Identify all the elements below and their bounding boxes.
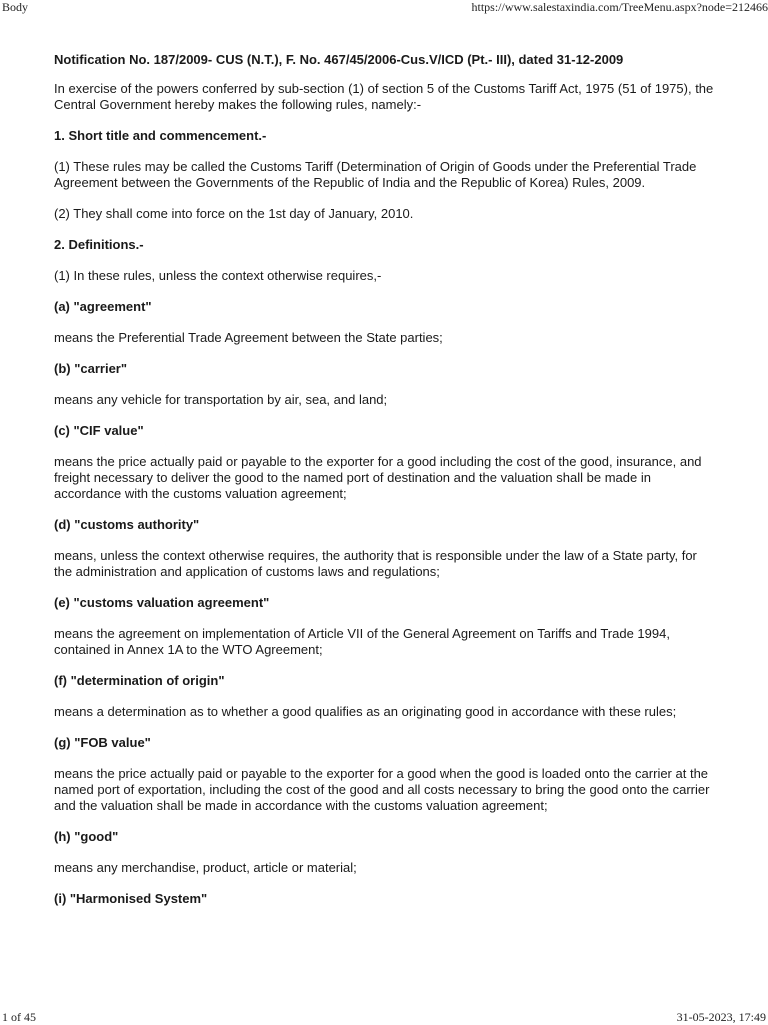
- section-2-heading: 2. Definitions.-: [54, 237, 144, 252]
- section-2-para-1: (1) In these rules, unless the context otherwise requires,-: [54, 268, 382, 283]
- section-1-para-2: (2) They shall come into force on the 1st day of January, 2010.: [54, 206, 414, 221]
- definition-text-f: means a determination as to whether a good qualifies as an originating good in accordance with these rules;: [54, 704, 677, 719]
- definition-term-h: (h) "good": [54, 829, 119, 844]
- definition-term-a: (a) "agreement": [54, 299, 152, 314]
- definition-text-h: means any merchandise, product, article or material;: [54, 860, 357, 875]
- definition-term-f: (f) "determination of origin": [54, 673, 225, 688]
- header-section-label: Body: [2, 0, 29, 14]
- definition-text-g: means the price actually paid or payable to the exporter for a good when the good is loaded onto the carrier at the named port of exportation, including the cost of the good and all costs necessary to bring the good onto the carrier and the valuation shall be made in accordance with the customs valuation agreement;: [54, 766, 710, 813]
- definition-text-c: means the price actually paid or payable to the exporter for a good including the cost of the good, insurance, and freight necessary to deliver the good to the named port of destination and the valuation shall be made in accordance with the customs valuation agreement;: [54, 454, 702, 501]
- definition-text-b: means any vehicle for transportation by air, sea, and land;: [54, 392, 388, 407]
- header-url: https://www.salestaxindia.com/TreeMenu.aspx?node=212466: [471, 0, 768, 14]
- definition-text-d: means, unless the context otherwise requires, the authority that is responsible under the law of a State party, for the administration and application of customs laws and regulations;: [54, 548, 697, 579]
- definition-term-i: (i) "Harmonised System": [54, 891, 208, 906]
- document-body: [54, 52, 714, 907]
- section-1-heading: 1. Short title and commencement.-: [54, 128, 267, 143]
- print-footer: [0, 1010, 768, 1024]
- print-timestamp: 31-05-2023, 17:49: [676, 1010, 766, 1024]
- definition-text-e: means the agreement on implementation of Article VII of the General Agreement on Tariffs and Trade 1994, contained in Annex 1A to the WTO Agreement;: [54, 626, 670, 657]
- definition-term-e: (e) "customs valuation agreement": [54, 595, 270, 610]
- definition-term-b: (b) "carrier": [54, 361, 128, 376]
- print-header: [0, 0, 768, 14]
- notification-title: Notification No. 187/2009- CUS (N.T.), F. No. 467/45/2006-Cus.V/ICD (Pt.- III), dated 31-12-2009: [54, 52, 624, 67]
- definition-text-a: means the Preferential Trade Agreement between the State parties;: [54, 330, 443, 345]
- definition-term-d: (d) "customs authority": [54, 517, 200, 532]
- section-1-para-1: (1) These rules may be called the Customs Tariff (Determination of Origin of Goods under the Preferential Trade Agreement between the Governments of the Republic of India and the Republic of Korea) Rules, 2009.: [54, 159, 697, 190]
- definition-term-g: (g) "FOB value": [54, 735, 151, 750]
- page-counter: 1 of 45: [2, 1010, 36, 1024]
- intro-paragraph: In exercise of the powers conferred by sub-section (1) of section 5 of the Customs Tariff Act, 1975 (51 of 1975), the Central Government hereby makes the following rules, namely:-: [54, 81, 714, 112]
- definition-term-c: (c) "CIF value": [54, 423, 144, 438]
